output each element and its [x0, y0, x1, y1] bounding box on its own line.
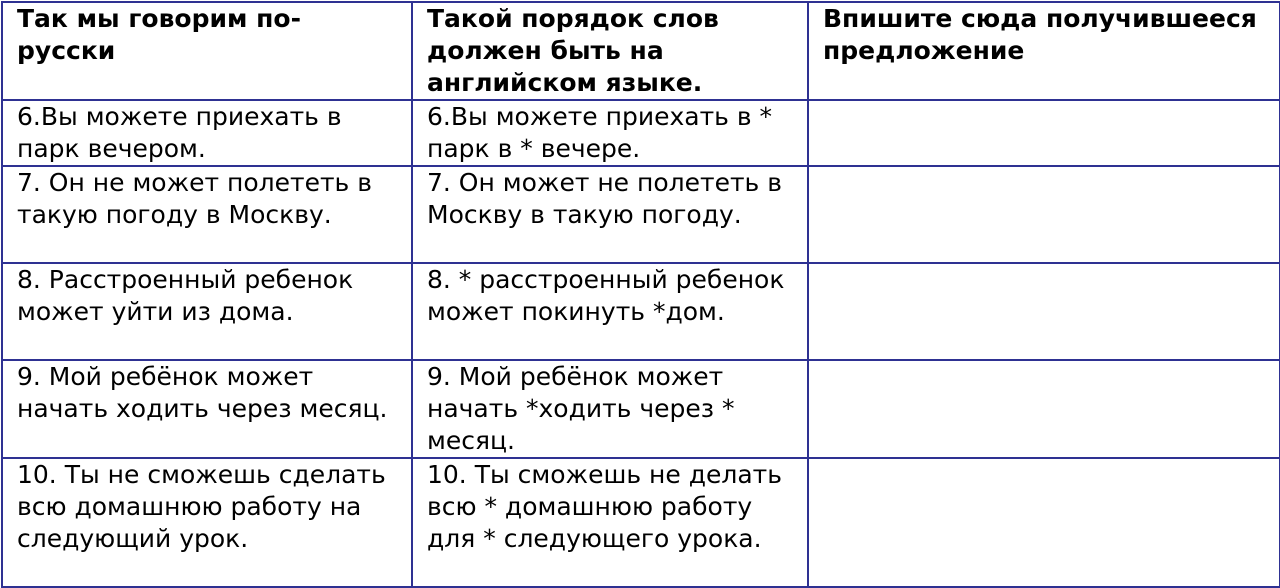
english-order-sentence: 10. Ты сможешь не делать всю * домашнюю работу для * следующего урока. — [412, 458, 808, 587]
answer-cell[interactable] — [808, 263, 1280, 360]
russian-sentence: 7. Он не может полететь в такую погоду в Москву. — [2, 166, 412, 263]
header-row — [2, 2, 1280, 100]
russian-sentence: 8. Расстроенный ребенок может уйти из дома. — [2, 263, 412, 360]
table-row — [2, 100, 1280, 166]
table-row — [2, 263, 1280, 360]
russian-sentence: 9. Мой ребёнок может начать ходить через месяц. — [2, 360, 412, 458]
english-order-sentence: 8. * расстроенный ребенок может покинуть *дом. — [412, 263, 808, 360]
russian-sentence: 6.Вы можете приехать в парк вечером. — [2, 100, 412, 166]
table-row — [2, 458, 1280, 587]
english-order-sentence: 6.Вы можете приехать в * парк в * вечере. — [412, 100, 808, 166]
russian-sentence: 10. Ты не сможешь сделать всю домашнюю работу на следующий урок. — [2, 458, 412, 587]
table-row — [2, 166, 1280, 263]
answer-cell[interactable] — [808, 166, 1280, 263]
answer-cell[interactable] — [808, 360, 1280, 458]
english-order-sentence: 9. Мой ребёнок может начать *ходить через * месяц. — [412, 360, 808, 458]
english-order-sentence: 7. Он может не полететь в Москву в такую погоду. — [412, 166, 808, 263]
header-result: Впишите сюда получившееся предложение — [808, 2, 1280, 100]
word-order-worksheet-table — [1, 1, 1280, 588]
header-english-order: Такой порядок слов должен быть на английском языке. — [412, 2, 808, 100]
table-row — [2, 360, 1280, 458]
answer-cell[interactable] — [808, 100, 1280, 166]
answer-cell[interactable] — [808, 458, 1280, 587]
header-russian: Так мы говорим по-русски — [2, 2, 412, 100]
